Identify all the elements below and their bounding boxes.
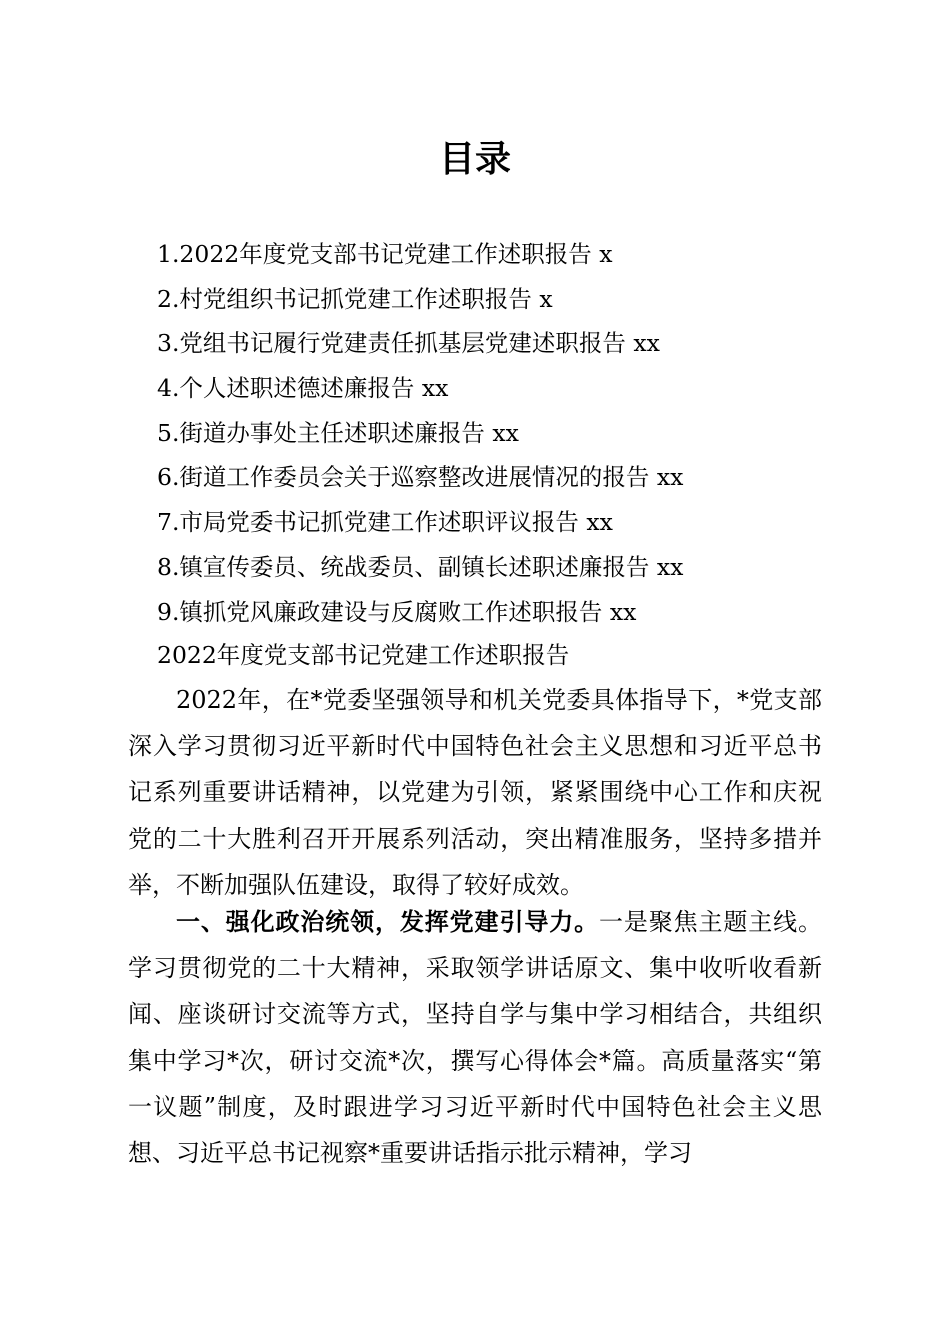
toc-item-3: 3.党组书记履行党建责任抓基层党建述职报告 xx [157, 329, 660, 358]
toc-item-5: 5.街道办事处主任述职述廉报告 xx [157, 418, 519, 447]
section-1-heading: 一、强化政治统领，发挥党建引导力。 [176, 908, 599, 936]
toc-item-2: 2.村党组织书记抓党建工作述职报告 x [157, 284, 553, 313]
section-1-paragraph [128, 899, 822, 1176]
toc-item-8: 8.镇宣传委员、统战委员、副镇长述职述廉报告 xx [157, 552, 684, 581]
toc-item-4: 4.个人述职述德述廉报告 xx [157, 374, 449, 403]
toc-item-9: 9.镇抓党风廉政建设与反腐败工作述职报告 xx [157, 597, 637, 626]
section-1-text: 一是聚焦主题主线。学习贯彻党的二十大精神，采取领学讲话原文、集中收听收看新闻、座谈研讨交流等方式，坚持自学与集中学习相结合，共组织集中学习*次，研讨交流*次，撰写心得体会*篇。高质量落实“第一议题”制度，及时跟进学习习近平新时代中国特色社会主义思想、习近平总书记视察*重要讲话指示批示精神，学习 [128, 908, 823, 1168]
toc-item-1: 1.2022年度党支部书记党建工作述职报告 x [157, 240, 613, 268]
toc-item-7: 7.市局党委书记抓党建工作述职评议报告 xx [157, 508, 613, 537]
table-of-contents [157, 232, 683, 634]
intro-paragraph: 2022年，在*党委坚强领导和机关党委具体指导下，*党支部深入学习贯彻习近平新时代中国特色社会主义思想和习近平总书记系列重要讲话精神，以党建为引领，紧紧围绕中心工作和庆祝党的二十大胜利召开开展系列活动，突出精准服务，坚持多措并举，不断加强队伍建设，取得了较好成效。 [128, 686, 822, 899]
toc-item-6: 6.街道工作委员会关于巡察整改进展情况的报告 xx [157, 463, 684, 492]
report-heading: 2022年度党支部书记党建工作述职报告 [157, 641, 570, 669]
page-title: 目录 [438, 139, 511, 180]
